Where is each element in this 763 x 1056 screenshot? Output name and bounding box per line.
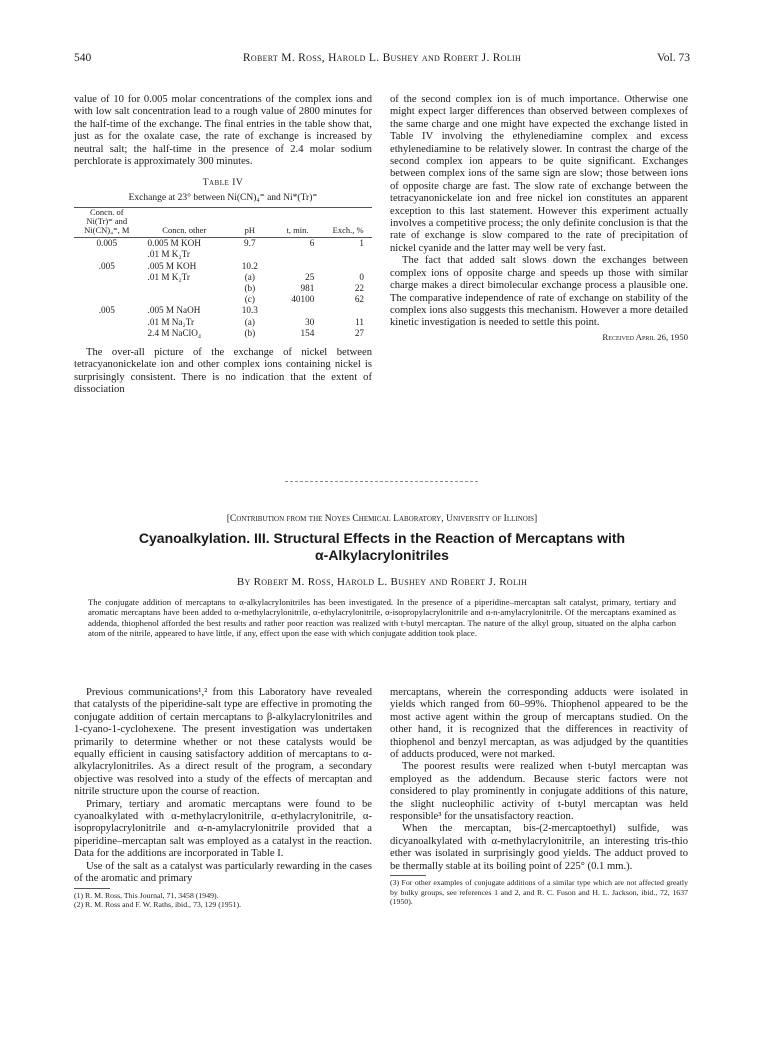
- table-row: [74, 272, 372, 283]
- table-row: [74, 261, 372, 272]
- section-divider: [285, 481, 478, 482]
- table-header-row: [74, 208, 372, 238]
- table-header-cell: pH: [244, 225, 255, 236]
- table-row: [74, 328, 372, 339]
- table-cell: .005: [98, 260, 115, 271]
- running-head-authors: Robert M. Ross, Harold L. Bushey and Robert J. Rolih: [242, 52, 522, 64]
- footnote: (2) R. M. Ross and F. W. Raths, ibid., 73, 129 (1951).: [74, 899, 242, 909]
- table-cell: [271, 261, 325, 272]
- table-cell: [140, 294, 229, 305]
- page-number: 540: [74, 52, 92, 64]
- contribution-line: [Contribution from the Noyes Chemical Laboratory, University of Illinois]: [226, 513, 538, 524]
- table-cell: .01 M K₂Tr: [147, 249, 190, 260]
- table-cell: [271, 305, 325, 316]
- table-cell: [140, 283, 229, 294]
- table-cell: .005: [98, 305, 115, 316]
- table-iv-grid: [74, 207, 372, 339]
- table-row: [74, 305, 372, 316]
- continued-paragraph: value of 10 for 0.005 molar concentrations of the complex ions and with low salt concentration lead to a rough value of 2800 minutes for the half-time of the exchange. The final entries in the table show that, just as for the oxalate case, the rate of exchange is increased by neutral salt; the half-time in the presence of 2.4 molar sodium perchlorate is approximately 300 minutes.: [74, 94, 372, 168]
- table-cell: (b): [244, 327, 256, 338]
- table-row: [74, 238, 372, 250]
- table-title: Table IV: [202, 178, 244, 189]
- table-cell: 10.3: [241, 305, 258, 316]
- running-head: [74, 52, 690, 68]
- table-cell: 0.005: [96, 238, 118, 249]
- table-cell: 11: [355, 316, 364, 327]
- table-cell: 981: [300, 283, 315, 294]
- table-cell: 40100: [291, 294, 315, 305]
- table-cell: 6: [309, 238, 315, 249]
- table-cell: (b): [244, 283, 256, 294]
- footnote-rule: [74, 888, 110, 889]
- footnote: (1) R. M. Ross, This Journal, 71, 3458 (1949).: [74, 890, 219, 900]
- table-header-cell: Exch., %: [332, 225, 364, 236]
- byline: By Robert M. Ross, Harold L. Bushey and Robert J. Rolih: [236, 576, 528, 588]
- table-cell: [271, 249, 325, 260]
- table-cell: 9.7: [244, 238, 256, 249]
- table-cell: 0.005 M KOH: [147, 238, 201, 249]
- paragraph: Use of the salt as a catalyst was particularly rewarding in the cases of the aromatic and primary: [74, 860, 372, 885]
- table-cell: .005 M NaOH: [147, 305, 201, 316]
- table-cell: [324, 261, 372, 272]
- lower-left-column: [74, 687, 372, 909]
- paragraph: The poorest results were realized when t-butyl mercaptan was employed as the addendum. Because steric factors were not considered to play prominently in conjugate additions of this nature, the slight nucleophilic activity of t-butyl mercaptan was held responsible³ for the unsatisfactory reaction.: [390, 761, 688, 823]
- abstract: The conjugate addition of mercaptans to α-alkylacrylonitriles has been investigated. In the presence of a piperidine–mercaptan salt catalyst, primary, tertiary and aromatic mercaptans have been added to α-methylacrylonitrile, α-ethylacrylonitrile, α-isopropylacrylonitrile and α-n-amylacrylonitrile. Of the mercaptans examined as addenda, thiophenol afforded the best results and rather poor reaction was realized with t-butyl mercaptan. The nature of the alkyl group, situated on the alpha carbon atom of the nitrile, appeared to have little, if any, effect upon the ease with which conjugate addition took place.: [88, 597, 676, 639]
- table-cell: (c): [244, 294, 255, 305]
- table-cell: [324, 249, 372, 260]
- table-cell: 62: [354, 294, 364, 305]
- volume-number: Vol. 73: [656, 52, 690, 64]
- table-header-cell: t, min.: [286, 225, 309, 236]
- footnote-rule: [390, 875, 426, 876]
- table-row: [74, 317, 372, 328]
- table-cell: 154: [300, 327, 315, 338]
- article-title-line: α-Alkylacrylonitriles: [315, 547, 449, 563]
- table-cell: [74, 283, 140, 294]
- table-cell: 10.2: [241, 260, 258, 271]
- table-cell: .005 M KOH: [147, 260, 197, 271]
- table-cell: 0: [359, 271, 364, 282]
- table-cell: [74, 317, 140, 328]
- table-cell: (a): [244, 271, 255, 282]
- table-cell: 27: [354, 327, 364, 338]
- paragraph: The over-all picture of the exchange of nickel between tetracyanonickelate ion and other complex ions containing nickel is surprisingly consistent. There is no indication that the extent of dissociation: [74, 347, 372, 396]
- upper-right-column: [390, 94, 688, 343]
- article-title-line: Cyanoalkylation. III. Structural Effects in the Reaction of Mercaptans with: [138, 530, 626, 546]
- paragraph: When the mercaptan, bis-(2-mercaptoethyl) sulfide, was dicyanoalkylated with α-methylacrylonitrile, an interesting tris-thio ether was isolated in surprisingly good yields. The adduct proved to be thermally stable at its boiling point of 225° (0.1 mm.).: [390, 823, 688, 872]
- table-cell: 1: [359, 238, 364, 249]
- paragraph: Previous communications¹,² from this Laboratory have revealed that catalysts of the piperidine-salt type are effective in promoting the conjugate addition of certain mercaptans to β-alkylacrylonitriles and 1-cyano-1-cyclohexene. The present investigation was undertaken primarily to determine whether or not these catalysts would be equally efficient in causing satisfactory addition of mercaptans to α-alkylacrylonitriles. As a direct result of the program, a secondary objective was resolved into a study of the effects of mercaptan and nitrile structure upon the course of reaction.: [74, 687, 372, 798]
- table-cell: [74, 294, 140, 305]
- table-cell: 25: [305, 271, 315, 282]
- table-cell: (a): [244, 316, 255, 327]
- table-row: [74, 283, 372, 294]
- paragraph: The fact that added salt slows down the exchanges between complex ions of opposite charge and speeds up those with similar charge makes a direct bimolecular exchange process a plausible one. The comparative independence of rate of exchange on stability of the complex ions also suggests this mechanism. However a more detailed kinetic investigation is needed to settle this point.: [390, 255, 688, 329]
- table-cell: [74, 249, 140, 260]
- table-cell: [324, 305, 372, 316]
- table-header-cell: Concn. other: [162, 225, 207, 236]
- table-cell: [229, 249, 271, 260]
- table-cell: 2.4 M NaClO₄: [147, 327, 202, 338]
- table-cell: [74, 272, 140, 283]
- table-cell: .01 M K₂Tr: [147, 271, 190, 282]
- article-title: [74, 530, 690, 564]
- table-cell: 30: [305, 316, 315, 327]
- table-caption: Exchange at 23° between Ni(CN)₄⁼ and Ni*(Tr)⁼: [128, 192, 318, 203]
- footnote: (3) For other examples of conjugate additions of a similar type which are not affected greatly by bulky groups, see references 1 and 2, and R. C. Fuson and H. L. Jackson, ibid., 72, 1637 (1950).: [390, 878, 688, 906]
- table-iv: [74, 177, 372, 339]
- paragraph: of the second complex ion is of much importance. Otherwise one might expect larger differences than observed between complexes of the same charge and one might have expected the exchange listed in Table IV involving the ethylenediamine complex and excess ethylenediamine to be relatively slower. In contrast the charge of the second complex ion appears to be quite significant. Exchanges between complex ions of the same sign are slow; those between ions of opposite charge are fast. The slow rate of exchange between the tetracyanonickelate ion and free nickel ion constitutes an apparent exception to this last statement. However this experiment actually involves a competitive process; the only definite conclusion is that the rate of exchange is slow compared to the rate of precipitation of nickel cyanide and the latter may well be very fast.: [390, 94, 688, 254]
- received-date: Received April 26, 1950: [602, 331, 688, 342]
- upper-left-column: [74, 94, 372, 397]
- paragraph: mercaptans, wherein the corresponding adducts were isolated in yields which ranged from 60–99%. Thiophenol appeared to be the most active agent within the group of mercaptans studied. On the other hand, it is recognized that the differences in reactivity of thiophenol and benzyl mercaptan, as was adjudged by the quantities of adducts produced, were not marked.: [390, 687, 688, 761]
- table-cell: 22: [354, 283, 364, 294]
- table-cell: [74, 328, 140, 339]
- table-header-cell: Concn. of Ni(Tr)⁼ and Ni(CN)₄⁼, M: [84, 207, 130, 236]
- lower-right-column: [390, 687, 688, 906]
- table-cell: .01 M Na₂Tr: [147, 316, 195, 327]
- table-row: [74, 294, 372, 305]
- table-row: [74, 249, 372, 260]
- paragraph: Primary, tertiary and aromatic mercaptans were found to be cyanoalkylated with α-methylacrylonitrile, α-ethylacrylonitrile, α-isopropylacrylonitrile and α-n-amylacrylonitrile provided that a piperidine–mercaptan salt was employed as a catalyst in the reaction. Data for the additions are incorporated in Table I.: [74, 798, 372, 860]
